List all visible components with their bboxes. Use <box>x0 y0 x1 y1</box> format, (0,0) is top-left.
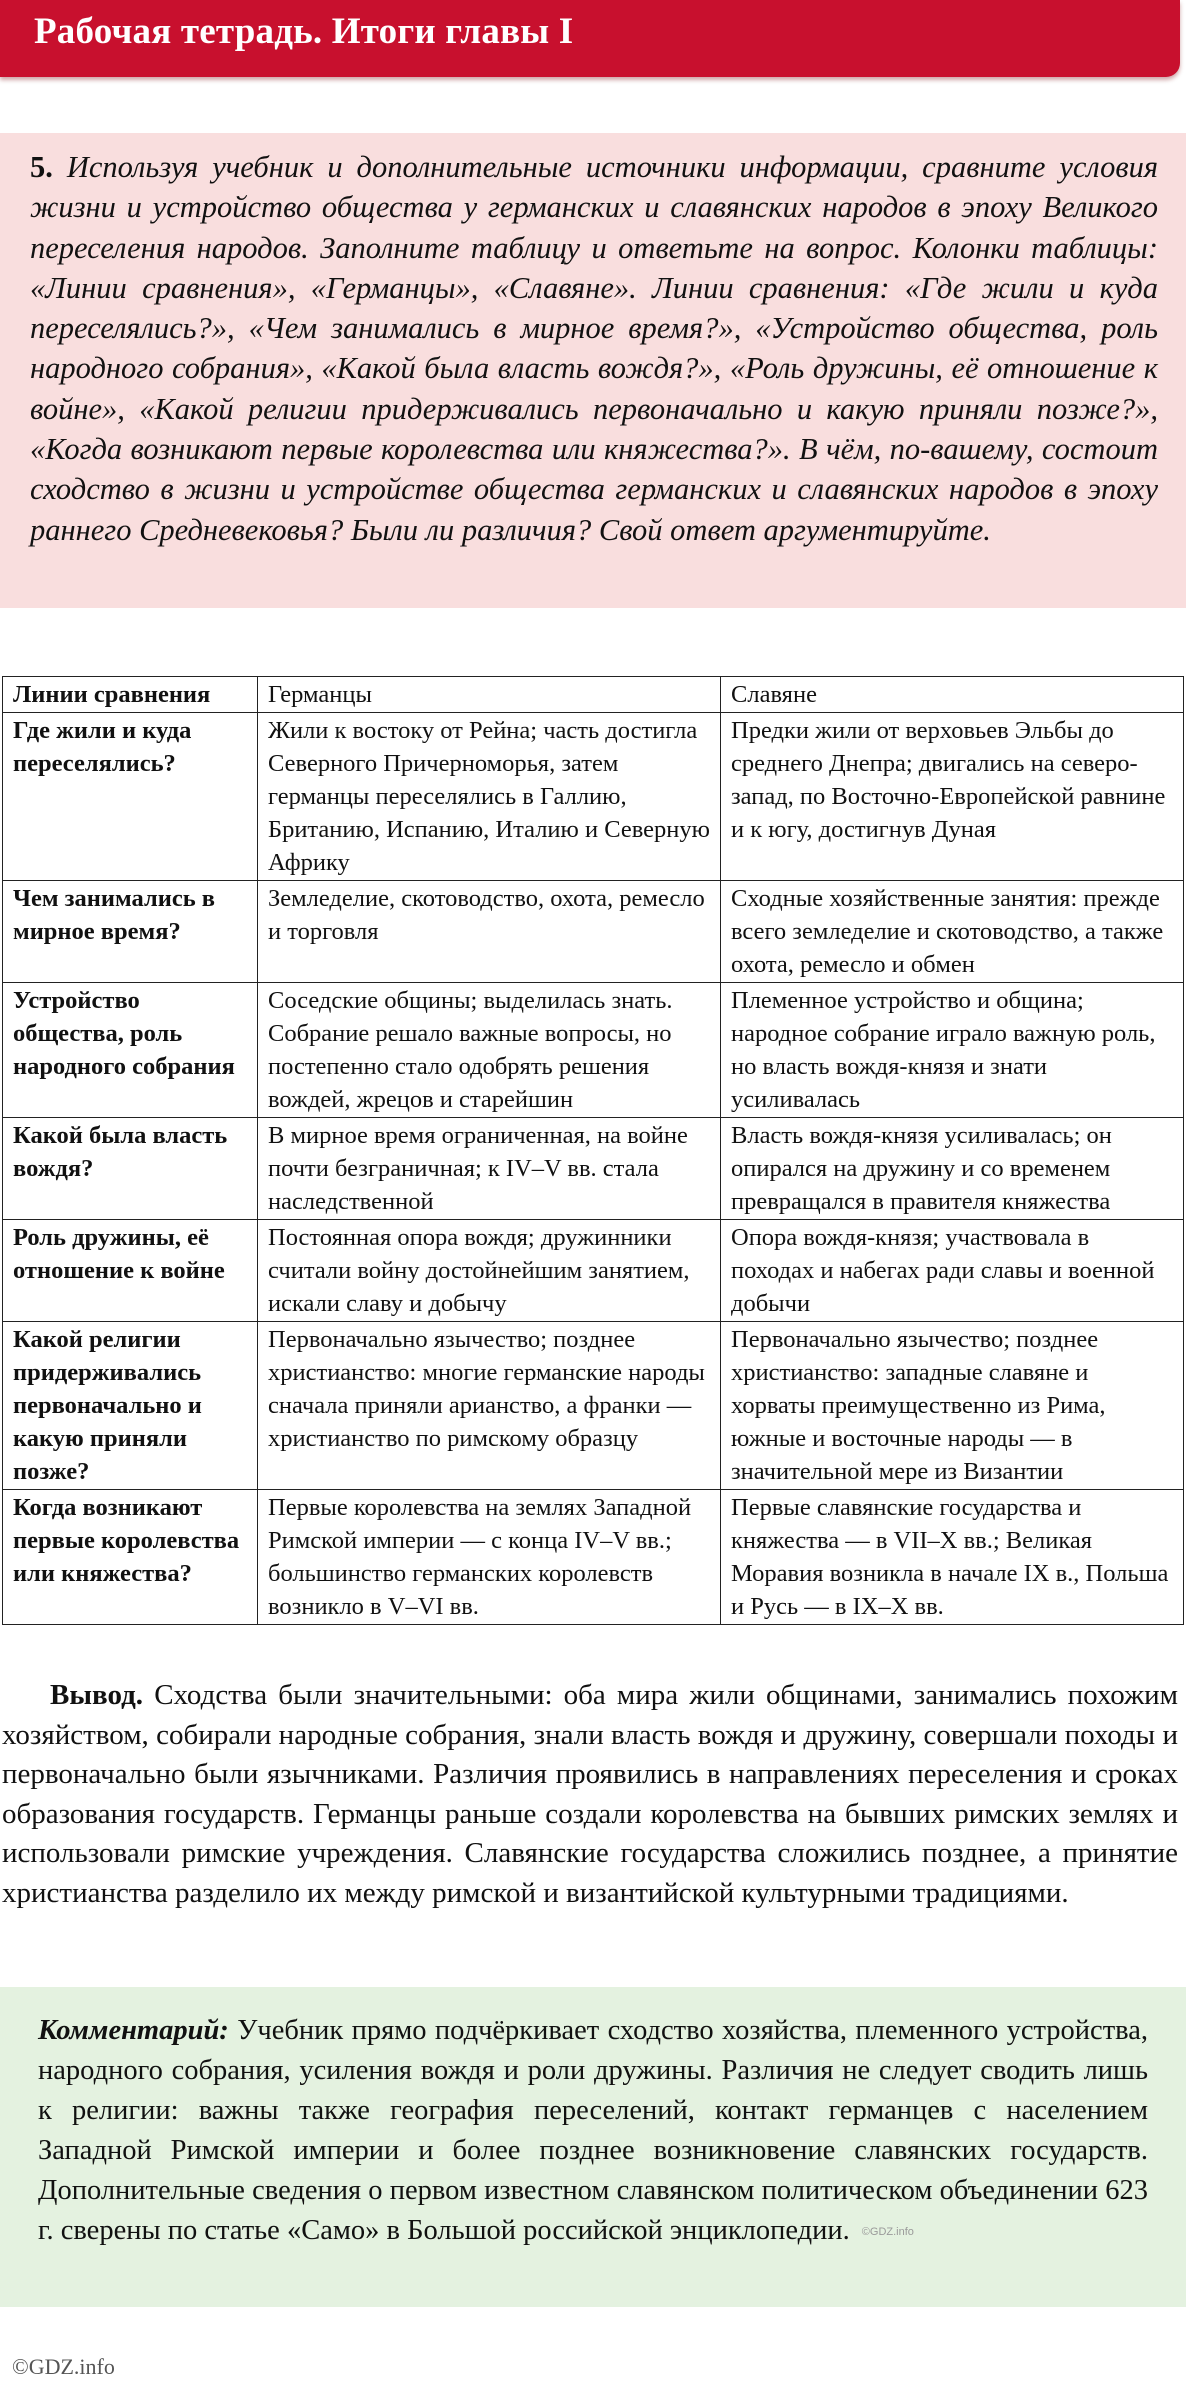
header-germans: Германцы <box>258 677 721 713</box>
table-row <box>3 1118 1184 1220</box>
footer-watermark: ©GDZ.info <box>12 2354 115 2379</box>
conclusion-text: Сходства были значительными: оба мира жили общинами, занимались похожим хозяйством, собирали народные собрания, знали власть вождя и дружину, совершали походы и первоначально были язычниками. Различия проявились в направлениях переселения и сроках образования государств. Германцы раньше создали королевства на бывших римских землях и использовали римские учреждения. Славянские государства сложились позднее, а принятие христианства разделило их между римской и византийской культурными традициями. <box>2 1679 1178 1909</box>
row-germans: Земледелие, скотоводство, охота, ремесло и торговля <box>258 881 721 983</box>
comment-text: Учебник прямо подчёркивает сходство хозяйства, племенного устройства, народного собрания, усиления вождя и роли дружины. Различия не следует сводить лишь к религии: важны также география переселений, контакт германцев с населением Западной Римской империи и более позднее возникновение славянских государств. Дополнительные сведения о первом известном славянском политическом объединении 623 г. сверены по статье «Само» в Большой российской энциклопедии. <box>38 2015 1149 2246</box>
task-body: Используя учебник и дополнительные источники информации, сравните условия жизни и устройство общества у германских и славянских народов в эпоху Великого переселения народов. Заполните таблицу и ответьте на вопрос. Колонки таблицы: «Линии сравнения», «Германцы», «Славяне». Линии сравнения: «Где жили и куда переселялись?», «Чем занимались в мирное время?», «Устройство общества, роль народного собрания», «Какой была власть вождя?», «Роль дружины, её отношение к войне», «Какой религии придерживались первоначально и какую приняли позже?», «Когда возникают первые королевства или княжества?». В чём, по-вашему, состоит сходство в жизни и устройстве общества германских и славянских народов в эпоху раннего Средневековья? Были ли различия? Свой ответ аргументируйте. <box>30 150 1159 547</box>
table-row <box>3 1490 1184 1625</box>
task-number: 5. <box>30 150 53 184</box>
row-slavs: Сходные хозяйственные занятия: прежде всего земледелие и скотоводство, а также охота, ремесло и обмен <box>721 881 1184 983</box>
header-comparison-lines: Линии сравнения <box>3 677 258 713</box>
row-germans: Соседские общины; выделилась знать. Собрание решало важные вопросы, но постепенно стало одобрять решения вождей, жрецов и старейшин <box>258 983 721 1118</box>
row-germans: Первые королевства на землях Западной Римской империи — с конца IV–V вв.; большинство германских королевств возникло в V–VI вв. <box>258 1490 721 1625</box>
row-slavs: Опора вождя-князя; участвовала в походах и набегах ради славы и военной добычи <box>721 1220 1184 1322</box>
conclusion-label: Вывод. <box>50 1679 144 1711</box>
table-row <box>3 983 1184 1118</box>
conclusion-paragraph <box>2 1676 1178 1913</box>
row-slavs: Первые славянские государства и княжества — в VII–X вв.; Великая Моравия возникла в начале IX в., Польша и Русь — в IX–X вв. <box>721 1490 1184 1625</box>
comparison-table <box>2 676 1184 1625</box>
page-title: Рабочая тетрадь. Итоги главы I <box>34 11 574 52</box>
comment-paragraph <box>38 2011 1148 2252</box>
table-row <box>3 713 1184 881</box>
task-text <box>30 147 1158 550</box>
row-line: Когда возникают первые королевства или княжества? <box>3 1490 258 1625</box>
row-line: Устройство общества, роль народного собрания <box>3 983 258 1118</box>
row-slavs: Предки жили от верховьев Эльбы до среднего Днепра; двигались на северо-запад, по Восточно-Европейской равнине и к югу, достигнув Дуная <box>721 713 1184 881</box>
row-line: Какой религии придерживались первоначально и какую приняли позже? <box>3 1322 258 1490</box>
row-line: Где жили и куда переселялись? <box>3 713 258 881</box>
row-slavs: Племенное устройство и община; народное собрание играло важную роль, но власть вождя-князя и знати усиливалась <box>721 983 1184 1118</box>
table-row <box>3 1220 1184 1322</box>
row-germans: Жили к востоку от Рейна; часть достигла Северного Причерноморья, затем германцы переселялись в Галлию, Британию, Испанию, Италию и Северную Африку <box>258 713 721 881</box>
comment-label: Комментарий: <box>38 2015 229 2046</box>
header-slavs: Славяне <box>721 677 1184 713</box>
row-germans: В мирное время ограниченная, на войне почти безграничная; к IV–V вв. стала наследственной <box>258 1118 721 1220</box>
row-germans: Первоначально язычество; позднее христианство: многие германские народы сначала приняли арианство, а франки — христианство по римскому образцу <box>258 1322 721 1490</box>
chapter-header <box>0 0 1180 77</box>
table-header-row <box>3 677 1184 713</box>
row-slavs: Первоначально язычество; позднее христианство: западные славяне и хорваты преимущественно из Рима, южные и восточные народы — в значительной мере из Византии <box>721 1322 1184 1490</box>
inline-watermark: ©GDZ.info <box>861 2226 914 2239</box>
row-line: Чем занимались в мирное время? <box>3 881 258 983</box>
row-line: Роль дружины, её отношение к войне <box>3 1220 258 1322</box>
table-row <box>3 1322 1184 1490</box>
table-row <box>3 881 1184 983</box>
row-germans: Постоянная опора вождя; дружинники считали войну достойнейшим занятием, искали славу и добычу <box>258 1220 721 1322</box>
row-line: Какой была власть вождя? <box>3 1118 258 1220</box>
row-slavs: Власть вождя-князя усиливалась; он опирался на дружину и со временем превращался в правителя княжества <box>721 1118 1184 1220</box>
